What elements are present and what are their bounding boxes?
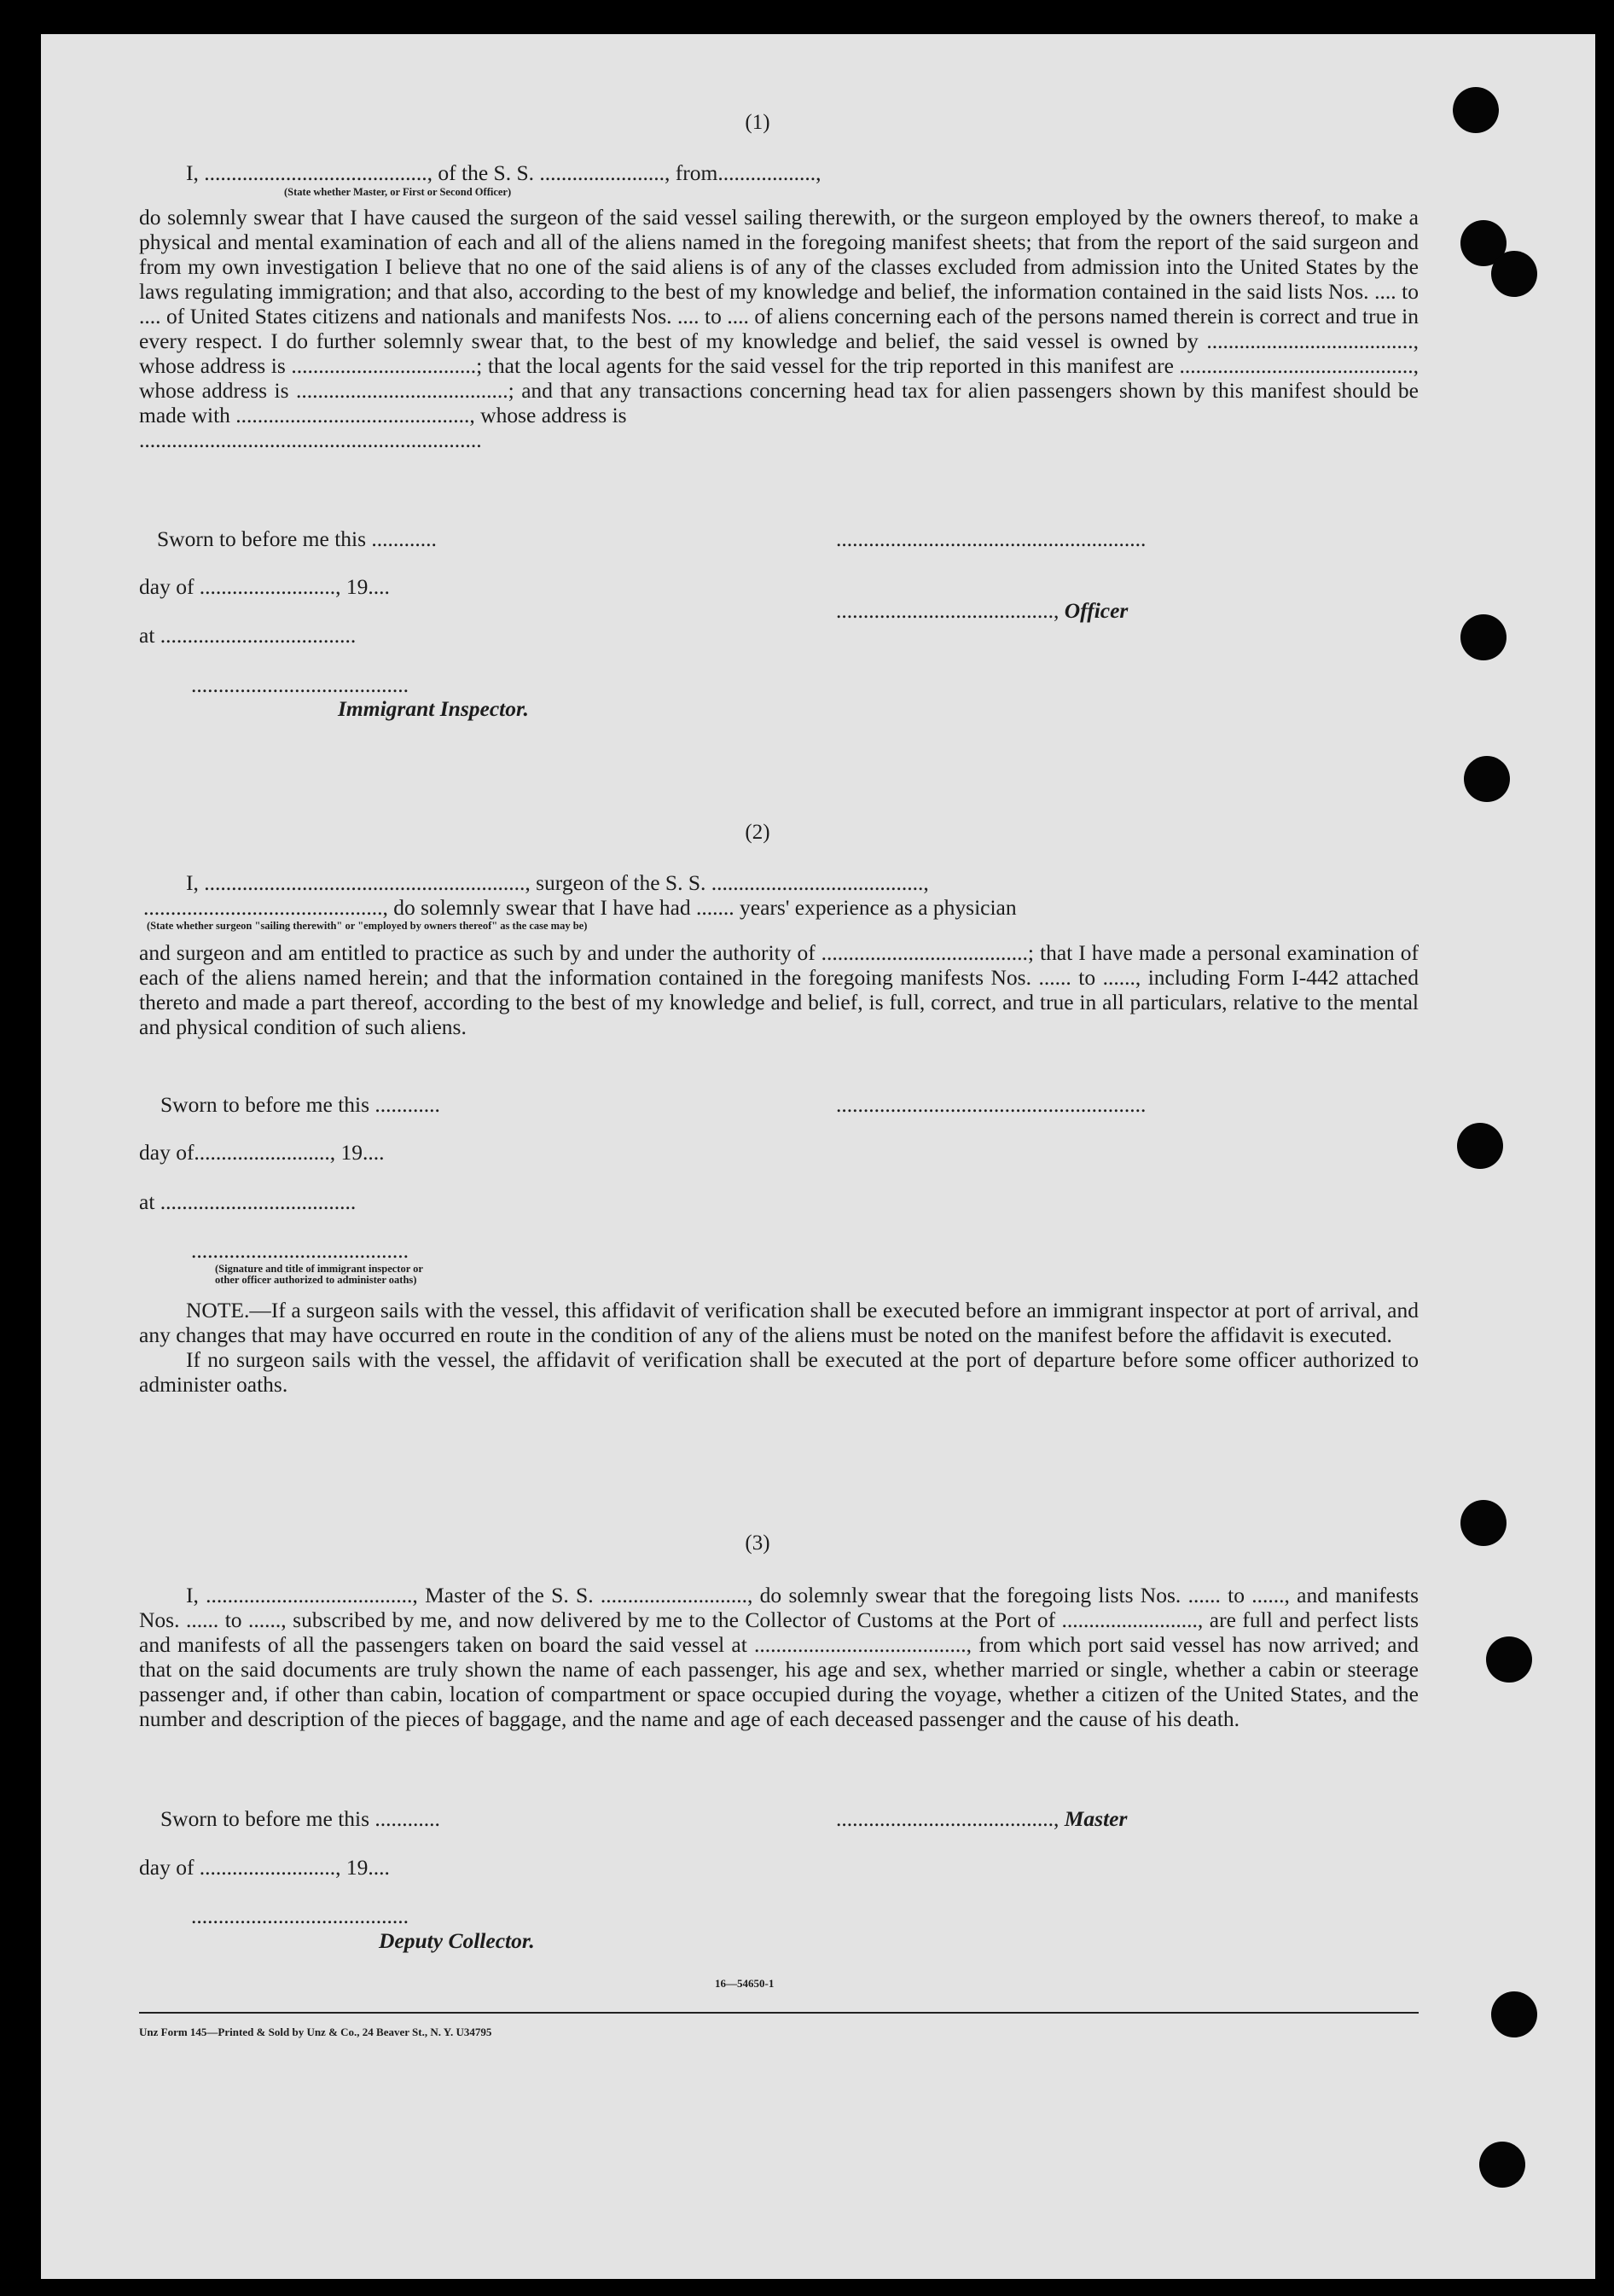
note-text: —If a surgeon sails with the vessel, this affidavit of verification shall be executed before an immigrant inspector at port of arrival, and any changes that may have occurred en route in the condition of any of the aliens must be noted on the manifest before the affidavit is executed. <box>139 1298 1419 1347</box>
immigrant-inspector-label: Immigrant Inspector. <box>338 696 529 721</box>
section-2-at-line: at .................................... <box>139 1189 357 1214</box>
binder-hole <box>1464 756 1510 802</box>
section-1-inspector-signature: ........................................ <box>191 672 409 697</box>
section-2-signature-line: ......................................................... <box>836 1092 1147 1117</box>
section-3-master-line: ........................................, Master <box>836 1806 1128 1831</box>
section-2-number: (2) <box>745 821 770 844</box>
section-2-title-note-1: (Signature and title of immigrant inspector or <box>215 1263 423 1275</box>
binder-hole <box>1491 251 1537 297</box>
binder-hole <box>1486 1636 1532 1683</box>
section-2-title-line: ........................................ <box>191 1238 409 1263</box>
printer-footer: Unz Form 145—Printed & Sold by Unz & Co., 24 Beaver St., N. Y. U34795 <box>139 2026 492 2038</box>
binder-hole <box>1491 1991 1537 2037</box>
section-1-officer-note: (State whether Master, or First or Second Officer) <box>284 186 512 198</box>
form-page <box>41 34 1595 2279</box>
section-2-note <box>139 1298 1419 1397</box>
section-2-title-note-2: other officer authorized to administer oaths) <box>215 1274 417 1286</box>
section-1-sworn-line: Sworn to before me this ............ <box>157 526 437 551</box>
binder-hole <box>1479 2142 1525 2188</box>
form-code: 16—54650-1 <box>715 1977 775 1990</box>
binder-hole <box>1457 1123 1503 1169</box>
section-3-number: (3) <box>745 1532 770 1555</box>
section-3-day-line: day of ........................., 19.... <box>139 1855 390 1880</box>
section-2-second-line: ............................................, do solemnly swear that I have had ....... years' experience as a physician <box>143 895 1017 920</box>
section-1-officer-line: ........................................, Officer <box>836 598 1129 623</box>
master-label: Master <box>1064 1806 1128 1831</box>
section-3-collector-signature: ........................................ <box>191 1904 409 1928</box>
section-2-surgeon-note: (State whether surgeon "sailing therewith" or "employed by owners thereof" as the case may be) <box>147 920 588 932</box>
section-1-signature-line: ......................................................... <box>836 526 1147 551</box>
section-1-day-line: day of ........................., 19.... <box>139 574 390 599</box>
section-1-first-line: I, ........................................., of the S. S. ......................., from.................., <box>186 160 822 185</box>
section-3-sworn-line: Sworn to before me this ............ <box>160 1806 440 1831</box>
note-text-2: If no surgeon sails with the vessel, the affidavit of verification shall be executed at the port of departure before some officer authorized to administer oaths. <box>139 1347 1419 1397</box>
section-2-first-line: I, ..........................................................., surgeon of the S. S. ......................................., <box>186 870 929 895</box>
binder-hole <box>1460 614 1507 660</box>
section-2-day-line: day of........................., 19.... <box>139 1140 385 1165</box>
section-2-sworn-line: Sworn to before me this ............ <box>160 1092 440 1117</box>
section-2-body: and surgeon and am entitled to practice as such by and under the authority of ......................................; that I have made a personal examination of each of the aliens named herein; and that the information contained in the foregoing manifests Nos. ...... to ......, including Form I-442 attached thereto and made a part thereof, according to the best of my knowledge and belief, is full, correct, and true in all particulars, relative to the mental and physical condition of such aliens. <box>139 940 1419 1039</box>
section-3-body: I, ......................................, Master of the S. S. ..........................., do solemnly swear that the foregoing lists Nos. ...... to ......, and manifests Nos. ...... to ......, subscribed by me, and now delivered by me to the Collector of Customs at the Port of ........................., are full and perfect lists and manifests of all the passengers taken on board the said vessel at ......................................., from which port said vessel has now arrived; and that on the said documents are truly shown the name of each passenger, his age and sex, whether married or single, whether a cabin or steerage passenger and, if other than cabin, location of compartment or space occupied during the voyage, whether a citizen of the United States, and the number and description of the pieces of baggage, and the name and age of each deceased passenger and the cause of his death. <box>139 1583 1419 1731</box>
section-1-number: (1) <box>745 111 770 134</box>
deputy-collector-label: Deputy Collector. <box>379 1928 535 1953</box>
section-1-at-line: at .................................... <box>139 623 357 648</box>
footer-rule <box>139 2012 1419 2014</box>
note-label: NOTE. <box>186 1298 250 1322</box>
section-1-body: do solemnly swear that I have caused the surgeon of the said vessel sailing therewith, or the surgeon employed by the owners thereof, to make a physical and mental examination of each and all of the aliens named in the foregoing manifest sheets; that from the report of the said surgeon and from my own investigation I believe that no one of the said aliens is of any of the classes excluded from admission into the United States by the laws regulating immigration; and that also, according to the best of my knowledge and belief, the information contained in the said lists Nos. .... to .... of United States citizens and nationals and manifests Nos. .... to .... of aliens concerning each of the persons named therein is correct and true in every respect. I do further solemnly swear that, to the best of my knowledge and belief, the said vessel is owned by ......................................, whose address is ..................................; that the local agents for the said vessel for the trip reported in this manifest are ..........................................., whose address is .......................................; and that any transactions concerning head tax for alien passengers shown by this manifest should be made with ..........................................., whose address is ............................................................... <box>139 205 1419 452</box>
officer-label: Officer <box>1064 598 1129 623</box>
